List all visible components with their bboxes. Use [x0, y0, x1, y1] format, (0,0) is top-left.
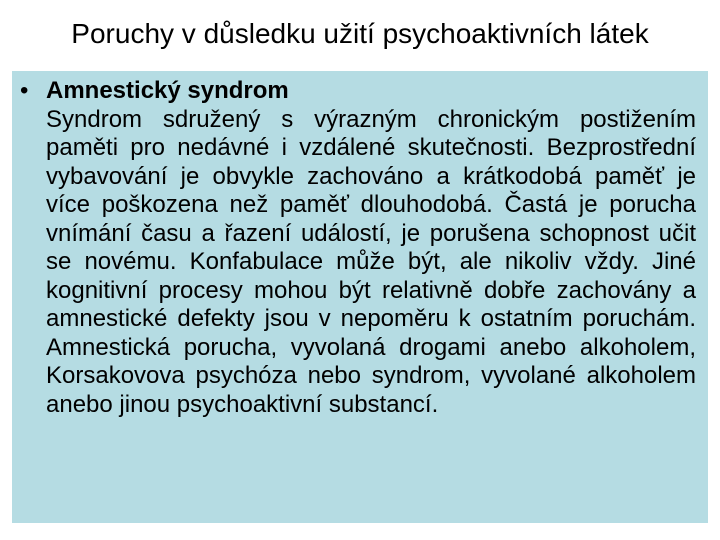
- bullet-dot: •: [20, 77, 29, 104]
- bullet-heading: [20, 77, 696, 106]
- content-box: [12, 71, 708, 523]
- slide-title: Poruchy v důsledku užití psychoaktivních látek: [71, 18, 649, 49]
- bullet-body-text: Syndrom sdružený s výrazným chronickým postižením paměti pro nedávné i vzdálené skutečnosti. Bezprostřední vybavování je obvykle zachováno a krátkodobá paměť je více poškozena než paměť dlouhodobá. Častá je porucha vnímání času a řazení událostí, je porušena schopnost učit se novému. Konfabulace může být, ale nikoliv vždy. Jiné kognitivní procesy mohou být relativně dobře zachovány a amnestické defekty jsou v nepoměru k ostatním poruchám. Amnestická porucha, vyvolaná drogami anebo alkoholem, Korsakovova psychóza nebo syndrom, vyvolané alkoholem anebo jinou psychoaktivní substancí.: [46, 105, 696, 418]
- bullet-heading-text: Amnestický syndrom: [46, 77, 289, 104]
